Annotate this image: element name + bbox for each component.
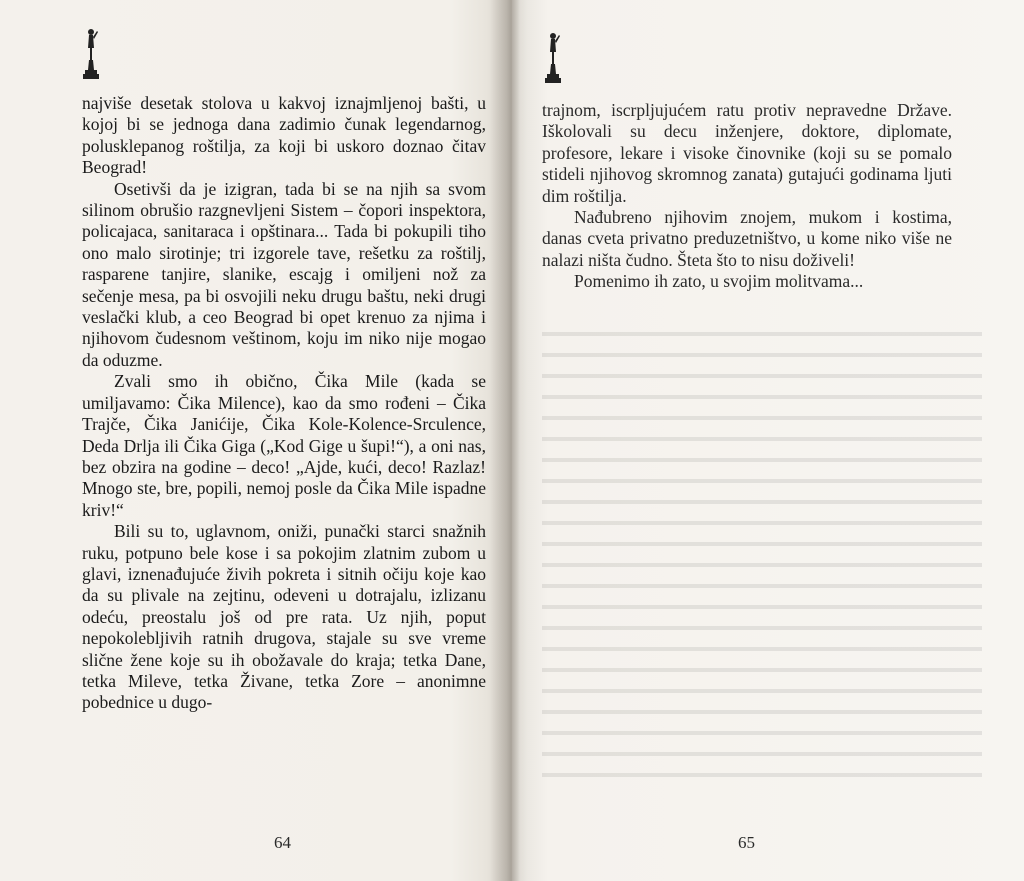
paragraph: Zvali smo ih obično, Čika Mile (kada se umiljavamo: Čika Milence), kao da smo rođeni – Čika Trajče, Čika Janićije, Čika Kole-Kolence-Srculence, Deda Drlja ili Čika Giga („Kod Gige u šupi!“), a oni nas, bez obzira na godine – deco! „Ajde, kući, deco! Razlaz! Mnogo ste, bre, popili, nemoj posle da Čika Mile ispadne kriv!“ (82, 371, 486, 520)
statue-emblem-icon (80, 26, 102, 82)
paragraph: Nađubreno njihovim znojem, mukom i kostima, danas cveta privatno preduzetništvo, u kome niko više ne nalazi ništa čudno. Šteta što to nisu doživeli! (542, 207, 952, 270)
paragraph: Pomenimo ih zato, u svojim molitvama... (574, 271, 864, 292)
paragraph: Bili su to, uglavnom, oniži, punački starci snažnih ruku, potpuno bele kose i sa pokojim zlatnim zubom u glavi, iznenađujuće živih pokreta i sitnih očiju koje kao da su plivale na zejtinu, odeveni u dotrajalu, izlizanu odeću, preostalu još od pre rata. Uz njih, poput nepokolebljivih ratnih drugova, stajale su sve vreme slične žene koje su ih obožavale do kraja; tetka Dane, tetka Mileve, tetka Živane, tetka Zore – anonimne pobednice u dugo- (82, 521, 486, 713)
paragraph: Osetivši da je izigran, tada bi se na njih sa svom silinom obrušio razgnevljeni Sistem – čopori inspektora, policajaca, sanitaraca i opštinara... Tada bi pokupili tiho ono malo sirotinje; tri izgorele tave, rešetku za roštilj, rasparene tanjire, slanike, escajg i omiljeni nož za sečenje mesa, pa bi osvojili neku drugu baštu, neki drugi veslački klub, a ceo Beograd bi opet krenuo za njima i njihovom čudesnom veštinom, koju im niko nije mogao da oduzme. (82, 178, 486, 370)
book-gutter (490, 0, 520, 881)
statue-emblem-icon (542, 30, 564, 86)
paragraph: trajnom, iscrpljujućem ratu protiv nepravedne Države. Iškolovali su decu inženjere, doktore, diplomate, profesore, lekare i visoke činovnike (koji su se pomalo stideli njihovog skromnog zanata) gutajući godinama ljuti dim roštilja. (542, 100, 952, 206)
paragraph: najviše desetak stolova u kakvoj iznajmljenoj bašti, u kojoj bi se jednoga dana zadimio čunak legendarnog, polusklepanog roštilja, za koji bi uskoro doznao čitav Beograd! (82, 93, 486, 178)
page-number: 65 (738, 833, 755, 852)
show-through-text (542, 320, 982, 790)
right-page (512, 0, 1024, 881)
page-number: 64 (274, 833, 291, 852)
left-page-text (82, 93, 486, 714)
right-page-text (542, 100, 952, 293)
